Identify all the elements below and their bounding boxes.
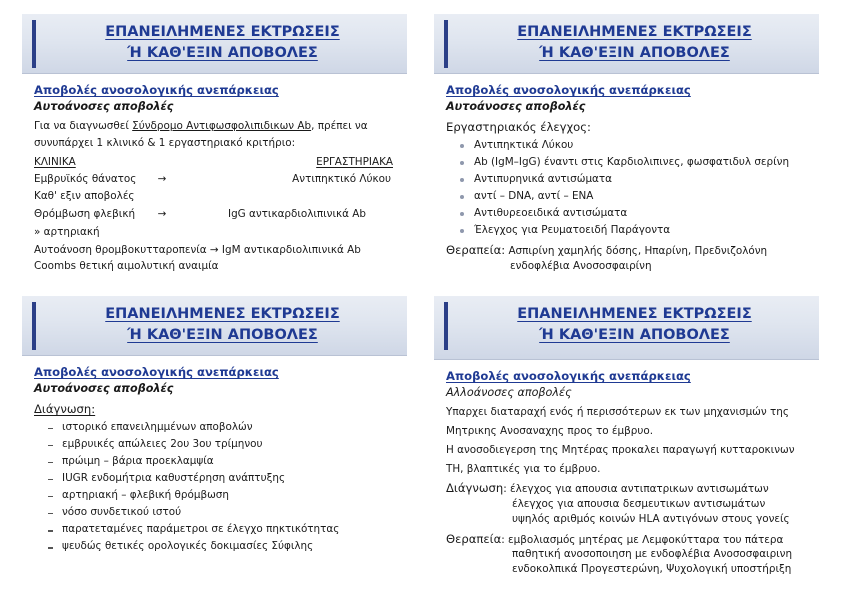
list-item: ψευδώς θετικές ορολογικές δοκιμασίες Σύφιλης: [48, 540, 397, 554]
slide-1-subheading: Αυτοάνοσες αποβολές: [34, 100, 174, 114]
row-1-arrow-icon: →: [157, 172, 167, 185]
slide-3-title-band: [22, 296, 407, 356]
slide-1-intro-line2: συνυπάρχει 1 κλινικό & 1 εργαστηριακό κριτήριο:: [34, 137, 296, 150]
row-3-arrow-icon: →: [157, 208, 167, 221]
slide-4-para-1-line-2: Μητρικης Ανοσαναχης προς το έμβρυο.: [446, 425, 654, 438]
slide-1-title-line1: ΕΠΑΝΕΙΛΗΜΕΝΕΣ ΕΚΤΡΩΣΕΙΣ: [105, 24, 340, 40]
slide-2-title: [460, 22, 809, 64]
slide-3-section-label: Διάγνωση:: [34, 402, 96, 417]
slide-2-bullet-list: [446, 139, 809, 238]
table-row: [34, 172, 397, 187]
list-item: IUGR ενδομήτρια καθυστέρηση ανάπτυξης: [48, 472, 397, 486]
row-3-lab: IgG αντικαρδιολιπινικά Ab: [228, 208, 366, 221]
title-accent-bar: [32, 302, 36, 350]
slide-2-therapy-block: [446, 242, 809, 274]
row-2-lab: [182, 189, 397, 204]
table-row: [34, 189, 397, 204]
title-accent-bar: [444, 302, 448, 350]
list-item: Έλεγχος για Ρευματοειδή Παράγοντα: [460, 224, 809, 238]
therapy-line-1: Ασπιρίνη χαμηλής δόσης, Ηπαρίνη, Πρεδνιζολόνη: [508, 245, 768, 258]
slide-4: [434, 296, 819, 576]
diagnosis-label: Διάγνωση: [446, 481, 504, 496]
slide-2-subheading: Αυτοάνοσες αποβολές: [446, 100, 586, 114]
diagnosis-line-1: : έλεγχος για απουσια αντιπατρικων αντισωμάτων: [503, 483, 769, 496]
slide-4-diagnosis-block: [446, 480, 809, 526]
slide-1-row-last-2: Coombs θετική αιμολυτική αναιμία: [34, 260, 219, 273]
slide-1-title: [48, 22, 397, 64]
row-4-clinical: » αρτηριακή: [34, 225, 100, 238]
slide-2: [434, 14, 819, 281]
slide-1-body: [22, 74, 407, 282]
row-2-arrow-icon: [142, 189, 182, 204]
row-4-lab: [182, 225, 397, 240]
list-item: Αντιπυρηνικά αντισώματα: [460, 173, 809, 187]
slide-4-subheading: Αλλοάνοσες αποβολές: [446, 386, 572, 400]
slide-4-title: [460, 304, 809, 346]
slide-3-title-line2: Ή ΚΑΘ'ΕΞΙΝ ΑΠΟΒΟΛΕΣ: [127, 327, 318, 344]
slide-2-heading: Αποβολές ανοσολογικής ανεπάρκειας: [446, 83, 691, 97]
slide-1-title-band: [22, 14, 407, 74]
therapy-line-2: παθητική ανοσοποιηση με ενδοφλέβια Ανοσοσφαιρινη: [512, 548, 793, 561]
list-item: Ab (IgM–IgG) έναντι στις Καρδιολιπινες, φωσφατιδυλ σερίνη: [460, 156, 809, 170]
slide-3-subheading: Αυτοάνοσες αποβολές: [34, 382, 174, 396]
therapy-line-1: : εμβολιασμός μητέρας με Λεμφοκύτταρα του πάτερα: [501, 533, 784, 546]
slide-1-heading: Αποβολές ανοσολογικής ανεπάρκειας: [34, 83, 279, 97]
slide-2-title-line2: Ή ΚΑΘ'ΕΞΙΝ ΑΠΟΒΟΛΕΣ: [539, 45, 730, 62]
slide-1: [22, 14, 407, 281]
slide-4-body: [434, 360, 819, 583]
intro-b: , πρέπει να: [311, 120, 368, 133]
slide-3-heading: Αποβολές ανοσολογικής ανεπάρκειας: [34, 365, 279, 379]
therapy-label: Θεραπεία:: [446, 243, 506, 258]
list-item: αρτηριακή – φλεβική θρόμβωση: [48, 489, 397, 503]
list-item: νόσο συνδετικού ιστού: [48, 506, 397, 520]
slide-3: [22, 296, 407, 563]
list-item: παρατεταμένες παράμετροι σε έλεγχο πηκτικότητας: [48, 523, 397, 537]
slide-4-title-line2: Ή ΚΑΘ'ΕΞΙΝ ΑΠΟΒΟΛΕΣ: [539, 327, 730, 344]
diagnosis-line-2: έλεγχος για απουσια δεσμευτικων αντισωμάτων: [512, 498, 766, 511]
slide-2-section-label: Εργαστηριακός έλεγχος:: [446, 120, 591, 135]
slide-1-column-headers: [34, 155, 397, 170]
column-header-clinical: ΚΛΙΝΙΚΑ: [34, 155, 76, 168]
table-row: [34, 225, 397, 240]
column-header-lab: ΕΡΓΑΣΤΗΡΙΑΚΑ: [316, 155, 393, 168]
list-item: εμβρυικές απώλειες 2ου 3ου τρίμηνου: [48, 438, 397, 452]
title-accent-bar: [444, 20, 448, 68]
row-4-arrow-icon: [142, 225, 182, 240]
intro-underlined: Σύνδρομο Αντιφωσφολιπιδικων Ab: [132, 120, 312, 133]
row-3-clinical: Θρόμβωση φλεβική: [34, 208, 136, 221]
slide-1-intro-line1: [34, 119, 397, 134]
list-item: αντί – DNA, αντί – ENA: [460, 190, 809, 204]
therapy-line-2: ενδοφλέβια Ανοσοσφαιρίνη: [510, 260, 652, 273]
therapy-label: Θεραπεία: [446, 531, 502, 546]
table-row: [34, 207, 397, 222]
list-item: Αντιθυρεοειδικά αντισώματα: [460, 207, 809, 221]
slide-3-bullet-list: [34, 421, 397, 554]
slide-1-row-last-1: Αυτοάνοση θρομβοκυτταροπενία → IgM αντικαρδιολιπινικά Ab: [34, 243, 361, 256]
slide-4-therapy-block: [446, 531, 809, 577]
therapy-line-3: ενδοκολπικά Προγεστερώνη, Ψυχολογική υποστήριξη: [512, 563, 792, 576]
row-1-lab: Αντιπηκτικό Λύκου: [292, 172, 391, 185]
row-1-clinical: Εμβρυϊκός θάνατος: [34, 172, 137, 185]
list-item: ιστορικό επανειλημμένων αποβολών: [48, 421, 397, 435]
intro-a: Για να διαγνωσθεί: [34, 120, 133, 133]
diagnosis-line-3: υψηλός αριθμός κοινών HLA αντιγόνων στους γονείς: [512, 512, 790, 525]
list-item: Αντιπηκτικά Λύκου: [460, 139, 809, 153]
slide-2-body: [434, 74, 819, 280]
slide-4-title-line1: ΕΠΑΝΕΙΛΗΜΕΝΕΣ ΕΚΤΡΩΣΕΙΣ: [517, 306, 752, 322]
slide-4-para-1-line-1: Υπαρχει διαταραχή ενός ή περισσότερων εκ των μηχανισμών της: [446, 406, 789, 419]
slide-3-title-line1: ΕΠΑΝΕΙΛΗΜΕΝΕΣ ΕΚΤΡΩΣΕΙΣ: [105, 306, 340, 322]
title-accent-bar: [32, 20, 36, 68]
slide-3-body: [22, 356, 407, 563]
slide-4-title-band: [434, 296, 819, 360]
slide-2-title-band: [434, 14, 819, 74]
slide-4-para-2-line-2: ΤΗ, βλαπτικές για το έμβρυο.: [446, 462, 601, 475]
row-2-clinical: Καθ' εξιν αποβολές: [34, 190, 135, 203]
slide-3-title: [48, 304, 397, 346]
slide-4-heading: Αποβολές ανοσολογικής ανεπάρκειας: [446, 369, 691, 383]
slide-2-title-line1: ΕΠΑΝΕΙΛΗΜΕΝΕΣ ΕΚΤΡΩΣΕΙΣ: [517, 24, 752, 40]
slide-1-title-line2: Ή ΚΑΘ'ΕΞΙΝ ΑΠΟΒΟΛΕΣ: [127, 45, 318, 62]
list-item: πρώιμη – βάρια προεκλαμψία: [48, 455, 397, 469]
slide-4-para-2-line-1: Η ανοσοδιεγερση της Μητέρας προκαλει παραγωγή κυτταροκινων: [446, 443, 795, 456]
